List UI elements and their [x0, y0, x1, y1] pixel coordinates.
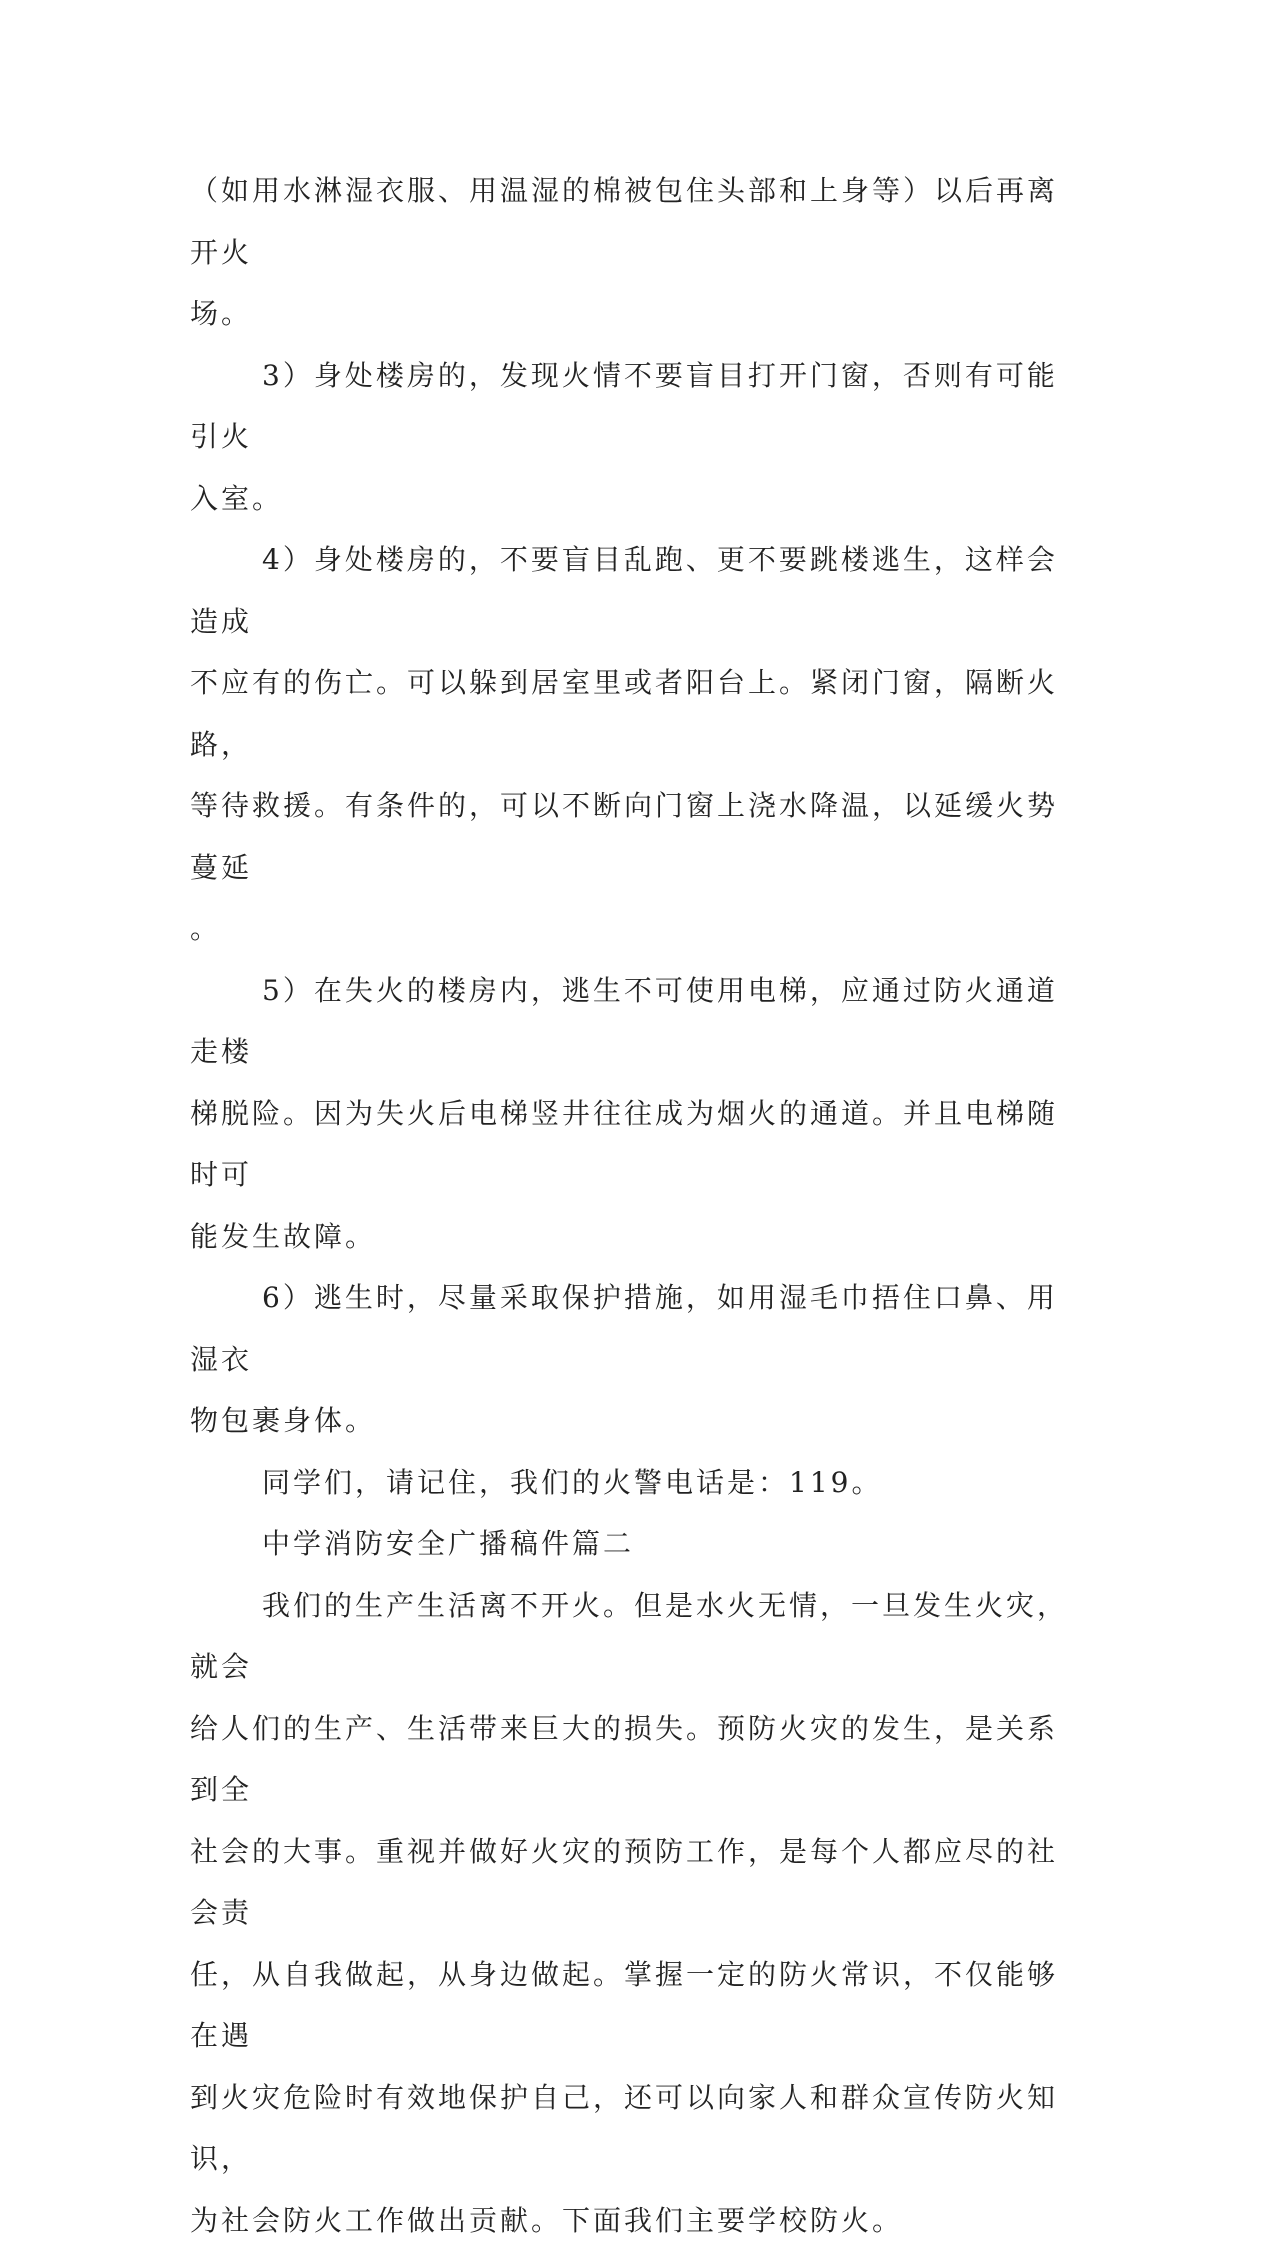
text-line: 给人们的生产、生活带来巨大的损失。预防火灾的发生，是关系到全: [190, 1712, 1058, 1807]
text-line: 为社会防火工作做出贡献。下面我们主要学校防火。: [190, 2204, 903, 2237]
text-line: 物包裹身体。: [190, 1404, 376, 1437]
paragraph-continuation: [190, 160, 1070, 345]
text-line: 能发生故障。: [190, 1220, 376, 1253]
text-line: 4）身处楼房的，不要盲目乱跑、更不要跳楼逃生，这样会造成: [190, 543, 1058, 638]
text-line: （如用水淋湿衣服、用温湿的棉被包住头部和上身等）以后再离开火: [190, 174, 1058, 269]
text-line: 任，从自我做起，从身边做起。掌握一定的防火常识，不仅能够在遇: [190, 1958, 1058, 2053]
paragraph-item-4: [190, 529, 1070, 960]
text-line: 到火灾危险时有效地保护自己，还可以向家人和群众宣传防火知识，: [190, 2081, 1058, 2176]
text-line: 5）在失火的楼房内，逃生不可使用电梯，应通过防火通道走楼: [190, 974, 1058, 1069]
section-heading: [190, 1513, 1070, 1575]
text-line: 6）逃生时，尽量采取保护措施，如用湿毛巾捂住口鼻、用湿衣: [190, 1281, 1058, 1376]
paragraph-item-6: [190, 1267, 1070, 1452]
text-line: 3）身处楼房的，发现火情不要盲目打开门窗，否则有可能引火: [190, 359, 1058, 454]
text-line: 。: [190, 912, 221, 945]
text-line: 场。: [190, 297, 252, 330]
paragraph-item-5: [190, 960, 1070, 1268]
text-line: 社会的大事。重视并做好火灾的预防工作，是每个人都应尽的社会责: [190, 1835, 1058, 1930]
text-line: 等待救援。有条件的，可以不断向门窗上浇水降温，以延缓火势蔓延: [190, 789, 1058, 884]
text-line: 入室。: [190, 482, 283, 515]
paragraph-item-3: [190, 345, 1070, 530]
paragraph-fire-number: [190, 1452, 1070, 1514]
text-line: 同学们，请记住，我们的火警电话是：119。: [262, 1466, 882, 1499]
text-line: 梯脱险。因为失火后电梯竖井往往成为烟火的通道。并且电梯随时可: [190, 1097, 1058, 1192]
text-line: 不应有的伤亡。可以躲到居室里或者阳台上。紧闭门窗，隔断火路，: [190, 666, 1058, 761]
text-line: 我们的生产生活离不开火。但是水火无情，一旦发生火灾，就会: [190, 1589, 1068, 1684]
text-line: 中学消防安全广播稿件篇二: [262, 1527, 634, 1560]
document-body: [190, 160, 1070, 2251]
paragraph-intro: [190, 1575, 1070, 2251]
